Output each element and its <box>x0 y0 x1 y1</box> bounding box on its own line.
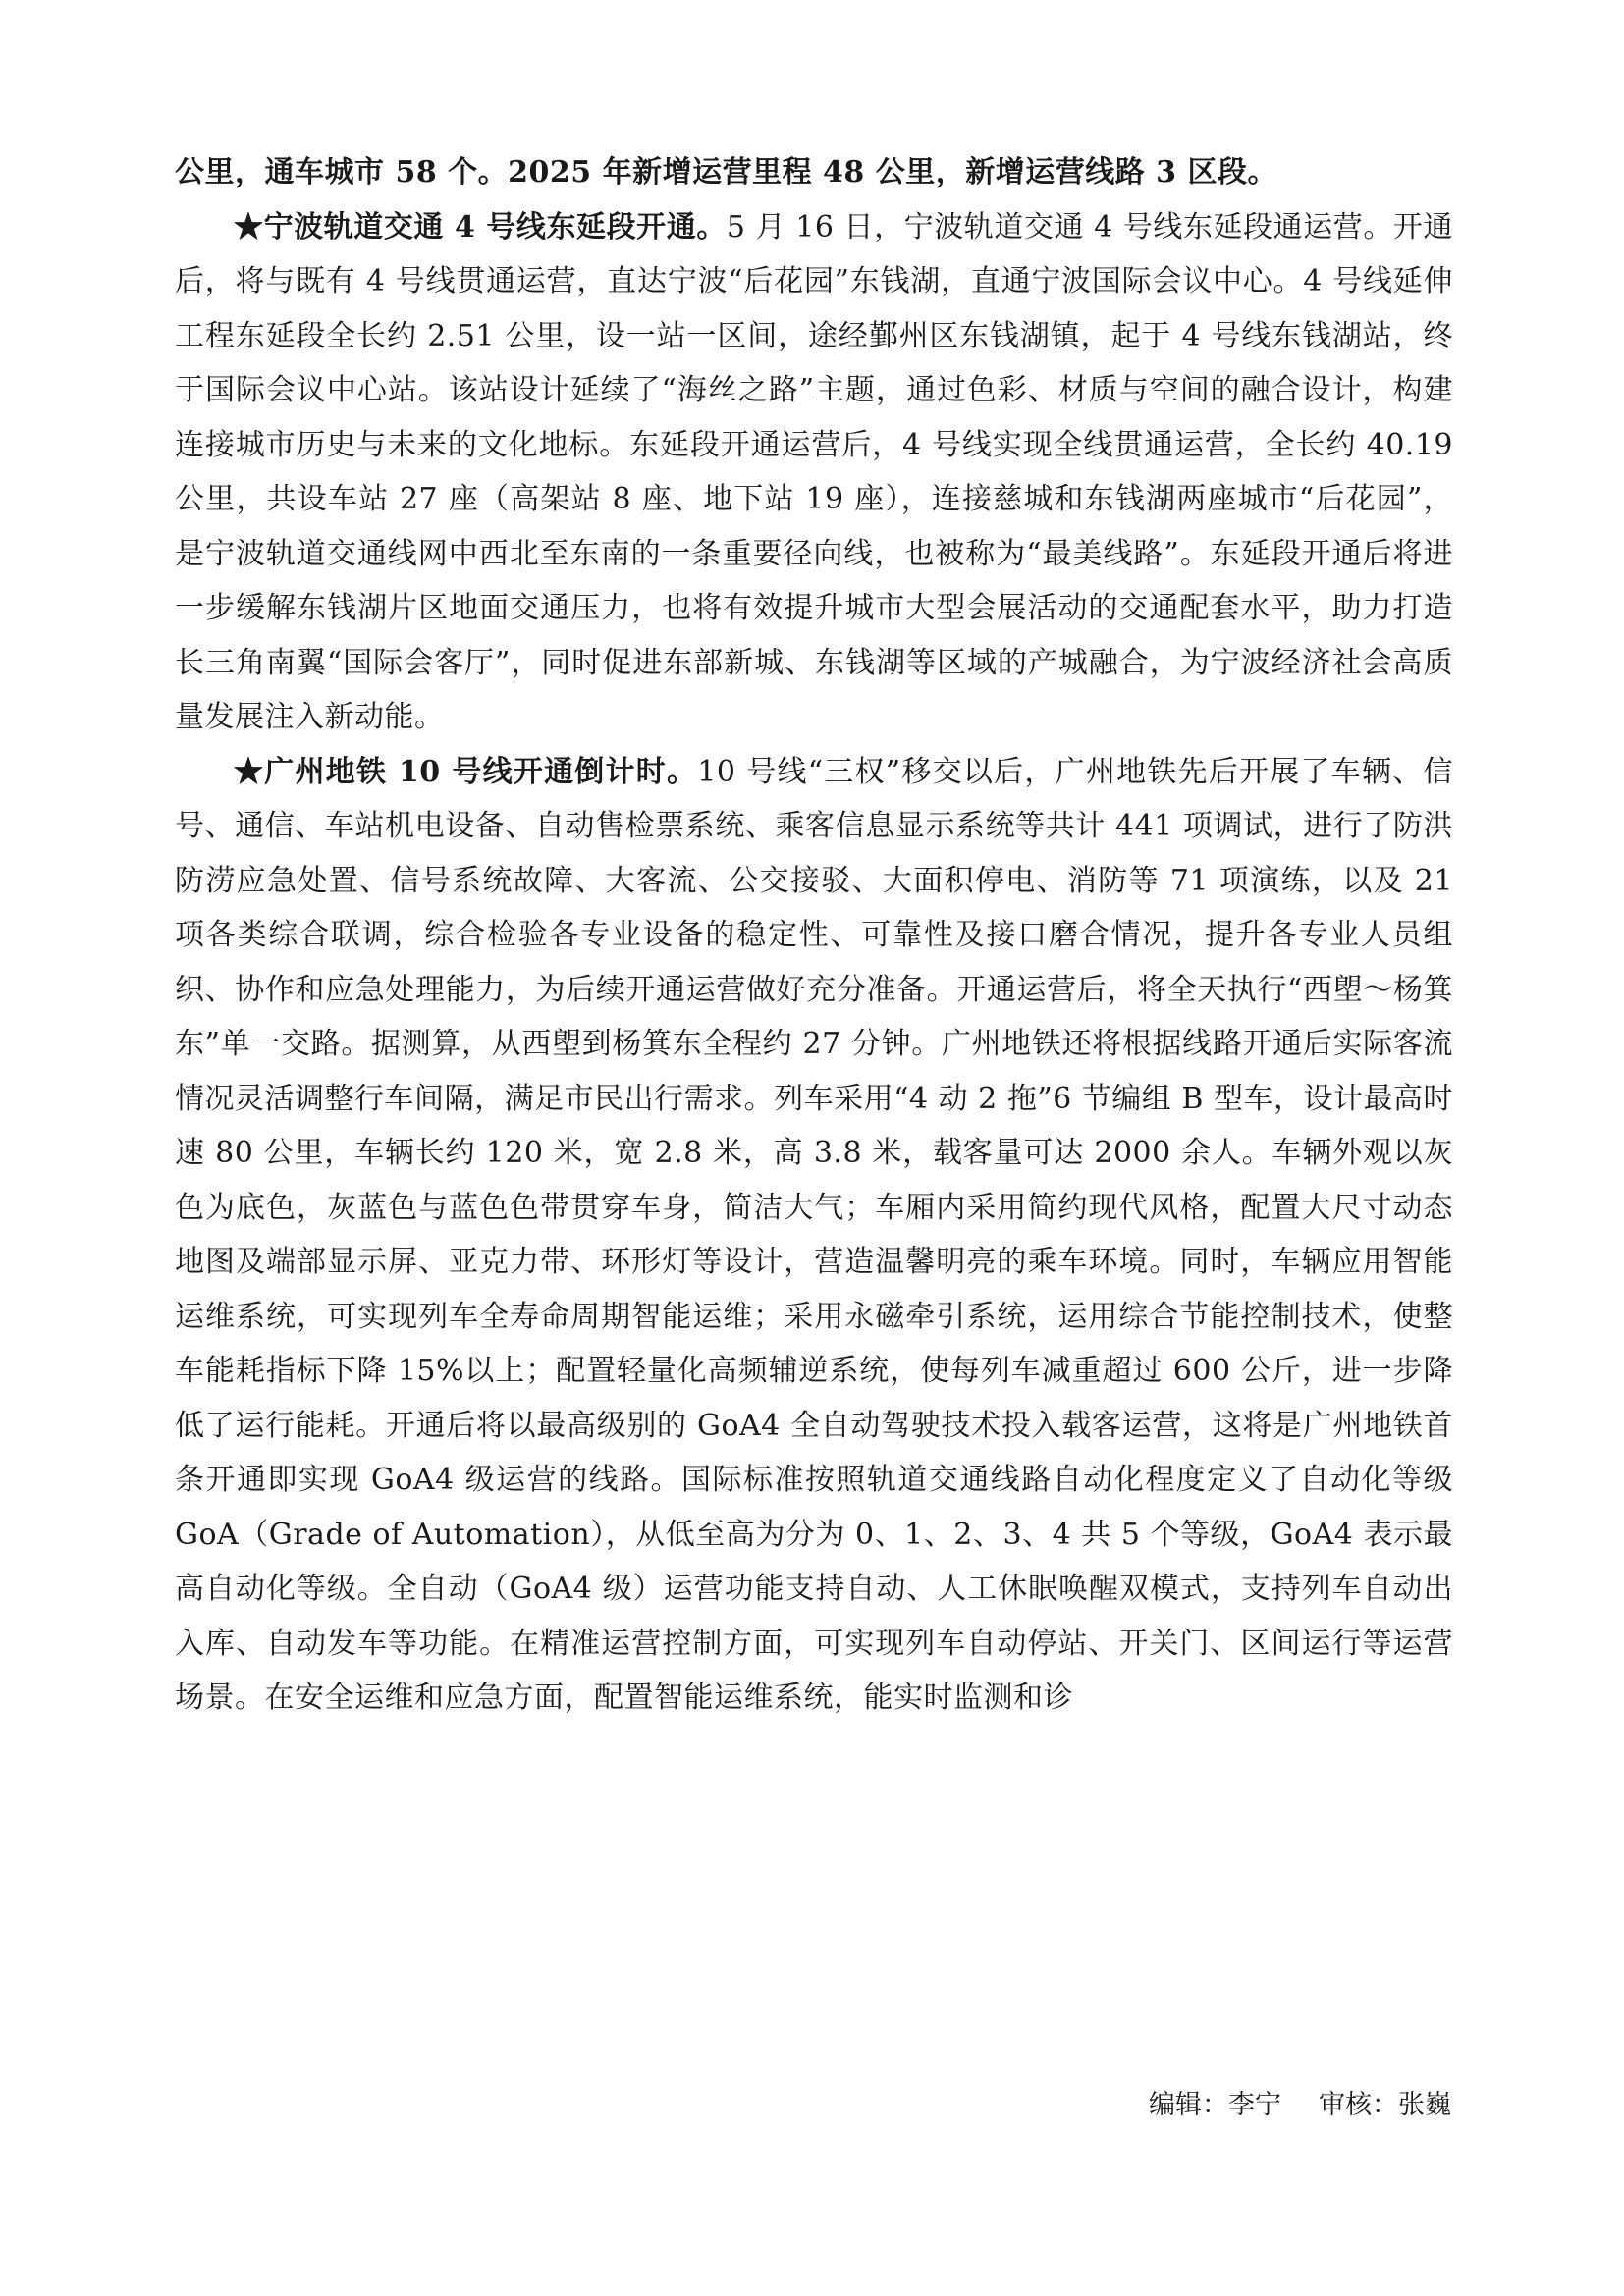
section-ningbo-line4 <box>175 200 1453 745</box>
section-text: 10 号线“三权”移交以后，广州地铁先后开展了车辆、信号、通信、车站机电设备、自动售检票系统、乘客信息显示系统等共计 441 项调试，进行了防洪防涝应急处置、信号系统故障、大客流、公交接驳、大面积停电、消防等 71 项演练，以及 21 项各类综合联调，综合检验各专业设备的稳定性、可靠性及接口磨合情况，提升各专业人员组织、协作和应急处理能力，为后续开通运营做好充分准备。开通运营后，将全天执行“西塱～杨箕东”单一交路。据测算，从西塱到杨箕东全程约 27 分钟。广州地铁还将根据线路开通后实际客流情况灵活调整行车间隔，满足市民出行需求。列车采用“4 动 2 拖”6 节编组 B 型车，设计最高时速 80 公里，车辆长约 120 米，宽 2.8 米，高 3.8 米，载客量可达 2000 余人。车辆外观以灰色为底色，灰蓝色与蓝色色带贯穿车身，简洁大气；车厢内采用简约现代风格，配置大尺寸动态地图及端部显示屏、亚克力带、环形灯等设计，营造温馨明亮的乘车环境。同时，车辆应用智能运维系统，可实现列车全寿命周期智能运维；采用永磁牵引系统，运用综合节能控制技术，使整车能耗指标下降 15%以上；配置轻量化高频辅逆系统，使每列车减重超过 600 公斤，进一步降低了运行能耗。开通后将以最高级别的 GoA4 全自动驾驶技术投入载客运营，这将是广州地铁首条开通即实现 GoA4 级运营的线路。国际标准按照轨道交通线路自动化程度定义了自动化等级 GoA（Grade of Automation），从低至高为分为 0、1、2、3、4 共 5 个等级，GoA4 表示最高自动化等级。全自动（GoA4 级）运营功能支持自动、人工休眠唤醒双模式，支持列车自动出入库、自动发车等功能。在精准运营控制方面，可实现列车自动停站、开关门、区间运行等运营场景。在安全运维和应急方面，配置智能运维系统，能实时监测和诊 <box>175 754 1454 1715</box>
section-guangzhou-line10 <box>175 745 1453 1726</box>
reviewer-credit: 审核：张巍 <box>1319 2090 1451 2120</box>
editorial-footer <box>0 2083 1451 2121</box>
section-text: 5 月 16 日，宁波轨道交通 4 号线东延段通运营。开通后，将与既有 4 号线贯通运营，直达宁波“后花园”东钱湖，直通宁波国际会议中心。4 号线延伸工程东延段全长约 2.51 公里，设一站一区间，途经鄞州区东钱湖镇，起于 4 号线东钱湖站，终于国际会议中心站。该站设计延续了“海丝之路”主题，通过色彩、材质与空间的融合设计，构建连接城市历史与未来的文化地标。东延段开通运营后，4 号线实现全线贯通运营，全长约 40.19 公里，共设车站 27 座（高架站 8 座、地下站 19 座），连接慈城和东钱湖两座城市“后花园”，是宁波轨道交通线网中西北至东南的一条重要径向线，也被称为“最美线路”。东延段开通后将进一步缓解东钱湖片区地面交通压力，也将有效提升城市大型会展活动的交通配套水平，助力打造长三角南翼“国际会客厅”，同时促进东部新城、东钱湖等区域的产城融合，为宁波经济社会高质量发展注入新动能。 <box>175 209 1454 734</box>
section-heading: ★广州地铁 10 号线开通倒计时。 <box>234 754 698 789</box>
document-body <box>175 145 1453 1726</box>
section-heading: ★宁波轨道交通 4 号线东延段开通。 <box>234 209 727 244</box>
continuation-line: 公里，通车城市 58 个。2025 年新增运营里程 48 公里，新增运营线路 3 区段。 <box>175 155 1277 189</box>
editor-credit: 编辑：李宁 <box>1149 2090 1281 2120</box>
